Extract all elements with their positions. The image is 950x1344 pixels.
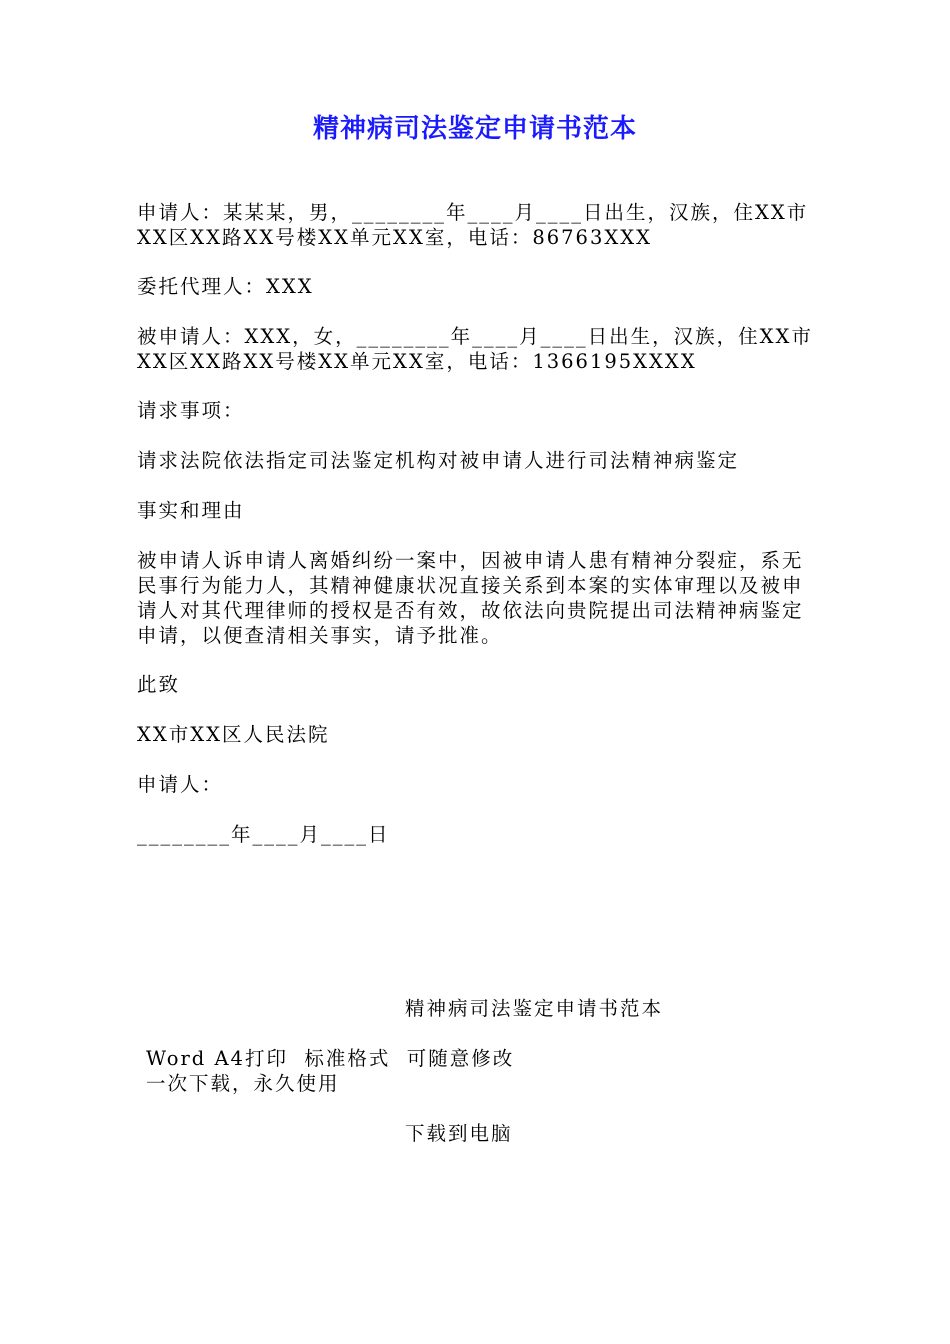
salutation: 此致 [137,673,181,696]
court-name: XX市XX区人民法院 [137,723,330,746]
document-title: 精神病司法鉴定申请书范本 [312,114,637,144]
signature-label: 申请人： [137,773,224,796]
date-line: ________年____月____日 [137,823,390,846]
footer-features: Word A4打印 标准格式 可随意修改 [146,1047,515,1070]
request-body: 请求法院依法指定司法鉴定机构对被申请人进行司法精神病鉴定 [137,449,740,472]
footer-title: 精神病司法鉴定申请书范本 [405,997,664,1020]
request-heading: 请求事项： [137,399,245,422]
footer-usage: 一次下载，永久使用 [146,1072,340,1095]
download-link[interactable]: 下载到电脑 [405,1122,513,1145]
respondent-paragraph: 被申请人：XXX，女，________年____月____日出生，汉族，住XX市XX区XX路XX号楼XX单元XX室，电话：1366195XXXX [137,325,813,373]
facts-body: 被申请人诉申请人离婚纠纷一案中，因被申请人患有精神分裂症，系无民事行为能力人，其精神健康状况直接关系到本案的实体审理以及被申请人对其代理律师的授权是否有效，故依法向贵院提出司法精神病鉴定申请，以便查清相关事实，请予批准。 [137,549,804,647]
facts-heading: 事实和理由 [137,499,245,522]
applicant-paragraph: 申请人：某某某，男，________年____月____日出生，汉族，住XX市XX区XX路XX号楼XX单元XX室，电话：86763XXX [137,201,809,249]
agent-paragraph: 委托代理人：XXX [137,275,314,298]
